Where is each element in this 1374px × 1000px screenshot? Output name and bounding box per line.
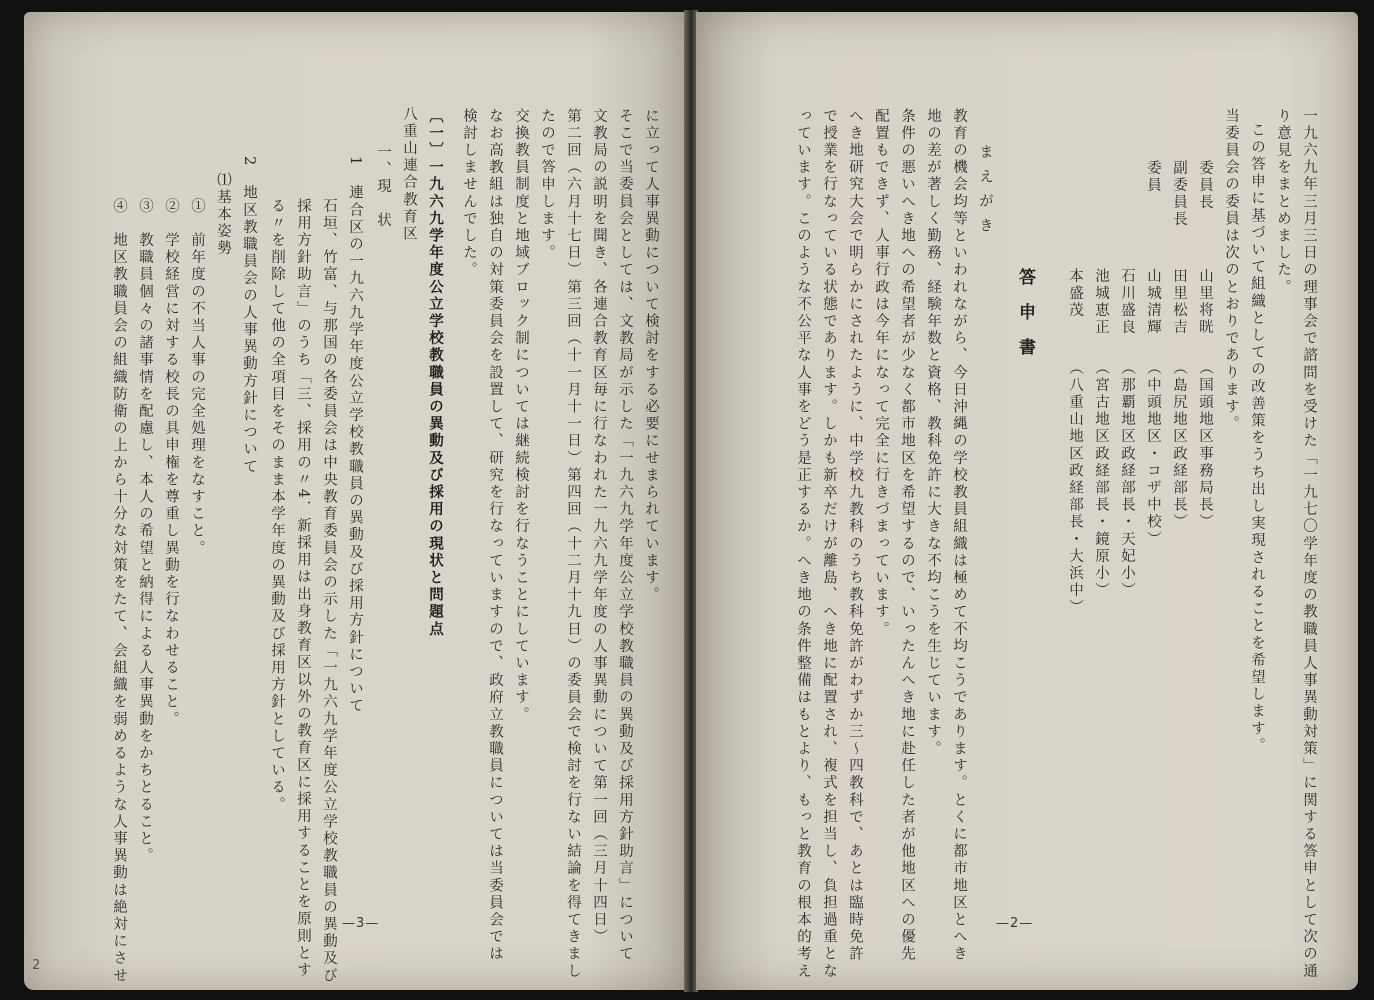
item-title: 1 連合区の一九六九学年度公立学校教職員の異動及び採用方針について (347, 156, 363, 716)
member-name: 山里将晄 (1197, 268, 1213, 337)
member-affiliation: （国頭地区事務局長） (1197, 360, 1213, 531)
left-body-line: 検討しませんでした。 (461, 108, 477, 279)
left-body-line: に立って人事異動について検討をする必要にせまられています。 (643, 108, 659, 604)
member-name: 山城清輝 (1145, 268, 1161, 337)
left-page-text (24, 106, 686, 985)
member-name: 池城恵正 (1093, 268, 1109, 337)
preface-heading: まえがき (977, 144, 993, 242)
preface-line: っています。このような不公平な人事をどう是正するか。へき地の条件整備はもとより、もっと教育の根本的考え (795, 108, 811, 981)
intro-line: 一九六九年三月三日の理事会で諮問を受けた「一九七〇学年度の教職員人事異動対策」に関する答申として次の通 (1301, 108, 1317, 981)
basic-item: ④ 地区教職員会の組織防衛の上から十分な対策をたて、会組織を弱めるような人事異動は絶対にさせ (111, 198, 127, 985)
item-body-line: 石垣、竹富、与那国の各委員会は中央教育委員会の示した「一九六九学年度公立学校教職員の異動及び (321, 198, 337, 985)
intro-line: り意見をまとめました。 (1275, 108, 1291, 297)
left-body-line: 第二回（六月十七日）第三回（十一月十一日）第四回（十二月十九日）の委員会で検討を行ない結論を得てきまし (565, 108, 581, 981)
item-title: 2 地区教職員会の人事異動方針について (241, 156, 257, 476)
left-body-line: なお高教組は独自の対策委員会を設置して、研究を行なっていますので、政府立教職員については当委員会では (487, 108, 503, 963)
document-title: 答申書 (1015, 268, 1035, 373)
member-affiliation: （宮古地区政経部長・鏡原小） (1093, 360, 1109, 600)
member-role: 委員長 (1197, 160, 1213, 212)
preface-line: 配置もできず、人事行政は今年になって完全に行きづまっています。 (873, 108, 889, 639)
item-body-line: る〃を削除して他の全項目をそのまま本学年度の異動及び採用方針としている。 (269, 198, 285, 814)
member-affiliation: （中頭地区・コザ中校） (1145, 360, 1161, 549)
basic-item: ③ 教職員個々の諸事情を配慮し、本人の希望と納得による人事異動をかちとること。 (137, 198, 153, 865)
subsection-title: 一、現 状 (375, 144, 391, 230)
intro-line: この答申に基づいて組織としての改善策をうち出し実現されることを希望します。 (1249, 122, 1265, 755)
section-title: 〔一〕一九六九学年度公立学校教職員の異動及び採用の現状と問題点 (427, 108, 444, 639)
page-number: —2— (996, 916, 1034, 931)
basic-item: ① 前年度の不当人事の完全処理をなすこと。 (189, 198, 205, 558)
preface-line: 条件の悪いへき地への希望者が少なく都市地区を希望するので、いったんへき地に赴任した者が他地区への優先 (899, 108, 915, 963)
item-body-line: 採用方針助言」のうち「三、採用の〃4．新採用は出身教育区以外の教育区に採用することを原則とす (295, 198, 311, 980)
member-affiliation: （那覇地区政経部長・天妃小） (1119, 360, 1135, 600)
left-body-line: そこで当委員会としては、文教局が示した「一九六九学年度公立学校教職員の異動及び採用方針助言」について (617, 108, 633, 963)
preface-line: で授業を行なっている状態であります。しかも新卒だけが離島、へき地に配置され、複式を担当し、負担過重とな (821, 108, 837, 981)
member-name: 田里松吉 (1171, 268, 1187, 337)
member-role: 委員 (1145, 160, 1161, 195)
member-name: 本盛茂 (1067, 268, 1083, 320)
basic-stance-title: ⑴基本姿勢 (215, 172, 231, 258)
preface-line: へき地研究大会で明らかにされたように、中学校九教科のうち教科免許がわずか三〜四教科で、あとは臨時免許 (847, 108, 863, 963)
left-body-line: たので答申します。 (539, 108, 555, 262)
intro-line: 当委員会の委員は次のとおりであります。 (1223, 108, 1239, 433)
preface-line: 教育の機会均等といわれながら、今日沖縄の学校教員組織は極めて不均こうであります。とくに都市地区とへき (951, 108, 967, 963)
member-affiliation: （島尻地区政経部長） (1171, 360, 1187, 531)
left-page (24, 12, 686, 990)
right-page-text (696, 108, 1358, 981)
left-body-line: 文教局の説明を聞き、各連合教育区毎に行なわれた一九六九学年度の人事異動について第一回（三月十四日） (591, 108, 607, 946)
preface-line: 地の差が著しく勤務、経験年数と資格、教科免許に大きな不均こうを生じています。 (925, 108, 941, 758)
page-number: —3— (342, 916, 380, 931)
basic-item: ② 学校経営に対する校長の具申権を尊重し異動を行なわせること。 (163, 198, 179, 729)
member-name: 石川盛良 (1119, 268, 1135, 337)
left-body-line: 交換教員制度と地域ブロック制については継続検討を行なうことにしています。 (513, 108, 529, 724)
member-role: 副委員長 (1171, 160, 1187, 229)
right-page (696, 12, 1358, 990)
region-name: 八重山連合教育区 (401, 106, 417, 243)
corner-pencil-mark: 2 (32, 958, 41, 973)
member-affiliation: （八重山地区政経部長・大浜中） (1067, 360, 1083, 617)
